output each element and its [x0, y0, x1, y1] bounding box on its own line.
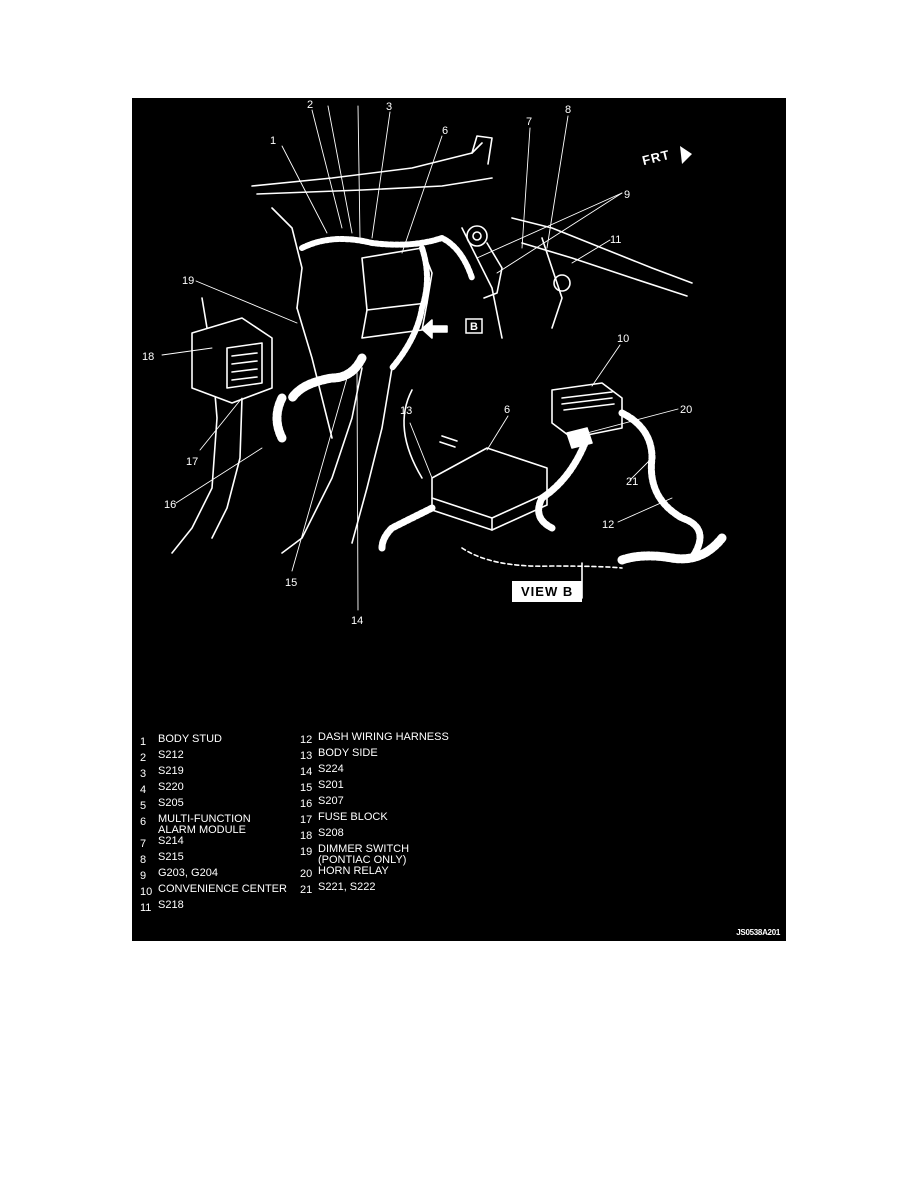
legend-item-number: 3	[140, 768, 147, 780]
legend-item-text: MULTI-FUNCTION ALARM MODULE	[158, 813, 251, 836]
detail-arrow	[422, 320, 447, 338]
legend-item-text: S212	[158, 749, 184, 761]
fuse-block	[192, 318, 272, 403]
dash-upper-line	[252, 143, 482, 186]
legend-item	[300, 828, 449, 844]
legend-item-text: CONVENIENCE CENTER	[158, 883, 287, 895]
legend-item-text: S215	[158, 851, 184, 863]
wiring-diagram-figure	[132, 98, 786, 941]
legend-item-text: S218	[158, 899, 184, 911]
legend-item-text: S208	[318, 827, 344, 839]
callout-1: 1	[270, 135, 277, 147]
legend-item-text: S214	[158, 835, 184, 847]
legend-item-text: HORN RELAY	[318, 865, 389, 877]
view-b-harness-curve	[404, 390, 422, 478]
alarm-module-viewb	[432, 448, 547, 518]
leader-12	[618, 498, 672, 522]
legend-item-text: FUSE BLOCK	[318, 811, 388, 823]
switch-ring-inner	[473, 232, 481, 240]
legend-item	[300, 866, 449, 882]
leader-2	[312, 110, 342, 228]
legend-item	[140, 884, 287, 900]
legend-item-number: 1	[140, 736, 147, 748]
leader-13	[410, 423, 432, 478]
callout-8: 8	[565, 104, 572, 116]
callout-6-viewb: 6	[504, 404, 511, 416]
legend-item-number: 7	[140, 838, 147, 850]
callout-3: 3	[386, 101, 393, 113]
leader-3	[372, 112, 390, 238]
callout-2: 2	[307, 99, 314, 111]
harness-lower	[277, 398, 282, 438]
legend-item	[140, 900, 287, 916]
legend-item-number: 8	[140, 854, 147, 866]
legend-item	[300, 732, 449, 748]
legend-item	[140, 868, 287, 884]
legend-item	[300, 796, 449, 812]
callout-19: 19	[182, 275, 195, 287]
legend-item-number: 2	[140, 752, 147, 764]
legend-right-column	[300, 732, 449, 898]
legend-item	[300, 812, 449, 828]
legend-left-column	[140, 734, 287, 916]
legend-item-number: 17	[300, 814, 313, 826]
legend-item	[140, 782, 287, 798]
image-code: JS0538A201	[736, 928, 780, 937]
callout-17: 17	[186, 456, 199, 468]
leader-6	[402, 136, 442, 253]
legend-item-number: 15	[300, 782, 313, 794]
leader-7	[522, 128, 530, 248]
leader-5	[358, 106, 360, 238]
legend-item	[300, 748, 449, 764]
legend-item	[140, 750, 287, 766]
detail-marker-b: B	[470, 321, 478, 333]
legend-item-text: S221, S222	[318, 881, 376, 893]
legend-item-number: 4	[140, 784, 147, 796]
harness-to-left	[382, 508, 432, 548]
leader-15	[292, 378, 347, 571]
switch-ring	[467, 226, 487, 246]
legend-item	[300, 780, 449, 796]
dash-upper-line-2	[257, 178, 492, 194]
legend-item-number: 20	[300, 868, 313, 880]
front-arrow-icon	[680, 146, 692, 164]
callout-11: 11	[610, 234, 622, 246]
legend-item-number: 12	[300, 734, 313, 746]
leader-6b	[487, 416, 508, 450]
legend-item	[140, 852, 287, 868]
legend-item-number: 14	[300, 766, 313, 778]
legend-item-number: 19	[300, 846, 313, 858]
legend-item	[300, 882, 449, 898]
legend-item-number: 11	[140, 902, 152, 914]
legend-item-text: BODY STUD	[158, 733, 222, 745]
legend-item	[300, 764, 449, 780]
legend-item-text: BODY SIDE	[318, 747, 378, 759]
legend-item-text: S207	[318, 795, 344, 807]
callout-6: 6	[442, 125, 449, 137]
callout-13: 13	[400, 405, 413, 417]
legend-item-number: 10	[140, 886, 153, 898]
leader-10	[592, 345, 620, 386]
leader-17	[200, 398, 242, 450]
legend-item-number: 6	[140, 816, 147, 828]
legend-item-text: DIMMER SWITCH (PONTIAC ONLY)	[318, 843, 410, 866]
dash-panel-edge	[272, 208, 302, 308]
legend-item-text: DASH WIRING HARNESS	[318, 731, 449, 743]
legend-item	[300, 844, 449, 866]
legend-item-text: S219	[158, 765, 184, 777]
harness-down	[292, 358, 362, 398]
callout-21: 21	[626, 476, 639, 488]
dash-panel-edge-2	[297, 308, 332, 438]
legend-item	[140, 836, 287, 852]
leader-4	[328, 106, 352, 233]
callout-16: 16	[164, 499, 177, 511]
leader-8	[547, 116, 568, 248]
small-bolt-viewb	[440, 436, 457, 447]
harness-end-right	[622, 538, 722, 560]
front-indicator: FRT	[640, 146, 672, 169]
legend-item-text: S224	[318, 763, 344, 775]
legend-item-number: 18	[300, 830, 313, 842]
callout-7: 7	[526, 116, 533, 128]
legend-item	[140, 814, 287, 836]
leader-19	[196, 281, 297, 323]
callout-12: 12	[602, 519, 615, 531]
legend-item	[140, 766, 287, 782]
legend-item-number: 21	[300, 884, 313, 896]
legend-item-number: 16	[300, 798, 313, 810]
steering-column-edge	[512, 218, 692, 283]
callout-10: 10	[617, 333, 630, 345]
legend-item-text: S220	[158, 781, 184, 793]
legend-item	[140, 734, 287, 750]
harness-loop-bottom	[462, 548, 622, 568]
view-b-label: VIEW B	[512, 581, 582, 602]
callout-14: 14	[351, 615, 364, 627]
leader-14	[357, 370, 358, 610]
legend-item-number: 13	[300, 750, 313, 762]
legend-item	[140, 798, 287, 814]
callout-18: 18	[142, 351, 155, 363]
legend-item-number: 5	[140, 800, 147, 812]
callout-20: 20	[680, 404, 693, 416]
legend-item-number: 9	[140, 870, 147, 882]
legend-item-text: G203, G204	[158, 867, 218, 879]
callout-15: 15	[285, 577, 298, 589]
leader-1	[282, 146, 327, 233]
callout-9: 9	[624, 189, 631, 201]
legend-item-text: S205	[158, 797, 184, 809]
legend-item-text: S201	[318, 779, 344, 791]
leader-9b	[497, 193, 622, 273]
leader-9a	[477, 193, 622, 258]
